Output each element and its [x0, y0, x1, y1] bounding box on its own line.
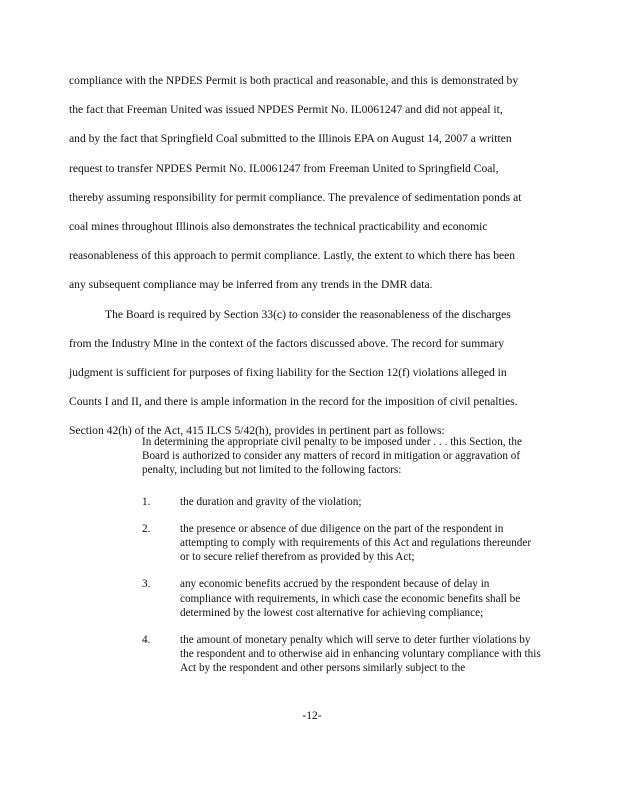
factor-number: 2.: [142, 522, 151, 535]
factor-text: the amount of monetary penalty which will serve to deter further violations by the respondent and to otherwise aid in enhancing voluntary compliance with this Act by the respondent and other persons similarly subject to the: [180, 634, 541, 675]
factor-item: [142, 633, 542, 676]
body-line: judgment is sufficient for purposes of fixing liability for the Section 12(f) violations alleged in: [69, 365, 507, 379]
body-line: any subsequent compliance may be inferred from any trends in the DMR data.: [69, 278, 433, 292]
factor-item: [142, 495, 542, 509]
factor-number: 1.: [142, 495, 151, 508]
body-line: Section 42(h) of the Act, 415 ILCS 5/42(h), provides in pertinent part as follows:: [69, 424, 445, 438]
factor-item: [142, 522, 542, 565]
body-line: and by the fact that Springfield Coal submitted to the Illinois EPA on August 14, 2007 a written: [69, 132, 512, 146]
body-line: compliance with the NPDES Permit is both practical and reasonable, and this is demonstrated by: [69, 74, 519, 87]
body-line: Counts I and II, and there is ample information in the record for the imposition of civil penalties.: [69, 395, 518, 409]
page-number: -12-: [302, 709, 322, 722]
body-line: coal mines throughout Illinois also demonstrates the technical practicability and economic: [69, 219, 488, 233]
body-line: from the Industry Mine in the context of the factors discussed above. The record for summary: [69, 336, 505, 350]
factor-text: the duration and gravity of the violation;: [180, 495, 362, 508]
body-line: the fact that Freeman United was issued NPDES Permit No. IL0061247 and did not appeal it,: [69, 103, 503, 117]
factor-text: any economic benefits accrued by the respondent because of delay in compliance with requirements, in which case the economic benefits shall be determined by the lowest cost alternative for achieving compliance;: [180, 578, 521, 619]
factor-number: 3.: [142, 578, 151, 591]
statute-quotation: [142, 435, 542, 689]
body-line: reasonableness of this approach to permit compliance. Lastly, the extent to which there has been: [69, 249, 516, 263]
body-line: thereby assuming responsibility for permit compliance. The prevalence of sedimentation ponds at: [69, 190, 522, 204]
factor-item: [142, 577, 542, 620]
factor-text: the presence or absence of due diligence on the part of the respondent in attempting to comply with requirements of this Act and regulations thereunder or to secure relief therefrom as provided by this Act;: [180, 522, 532, 564]
quote-intro: In determining the appropriate civil penalty to be imposed under . . . this Section, the Board is authorized to consider any matters of record in mitigation or aggravation of penalty, including but not limited to the following factors:: [142, 436, 522, 477]
body-line: request to transfer NPDES Permit No. IL0061247 from Freeman United to Springfield Coal,: [69, 161, 499, 175]
factor-number: 4.: [142, 634, 151, 647]
body-line: The Board is required by Section 33(c) to consider the reasonableness of the discharges: [105, 307, 511, 321]
body-text: [69, 66, 549, 445]
